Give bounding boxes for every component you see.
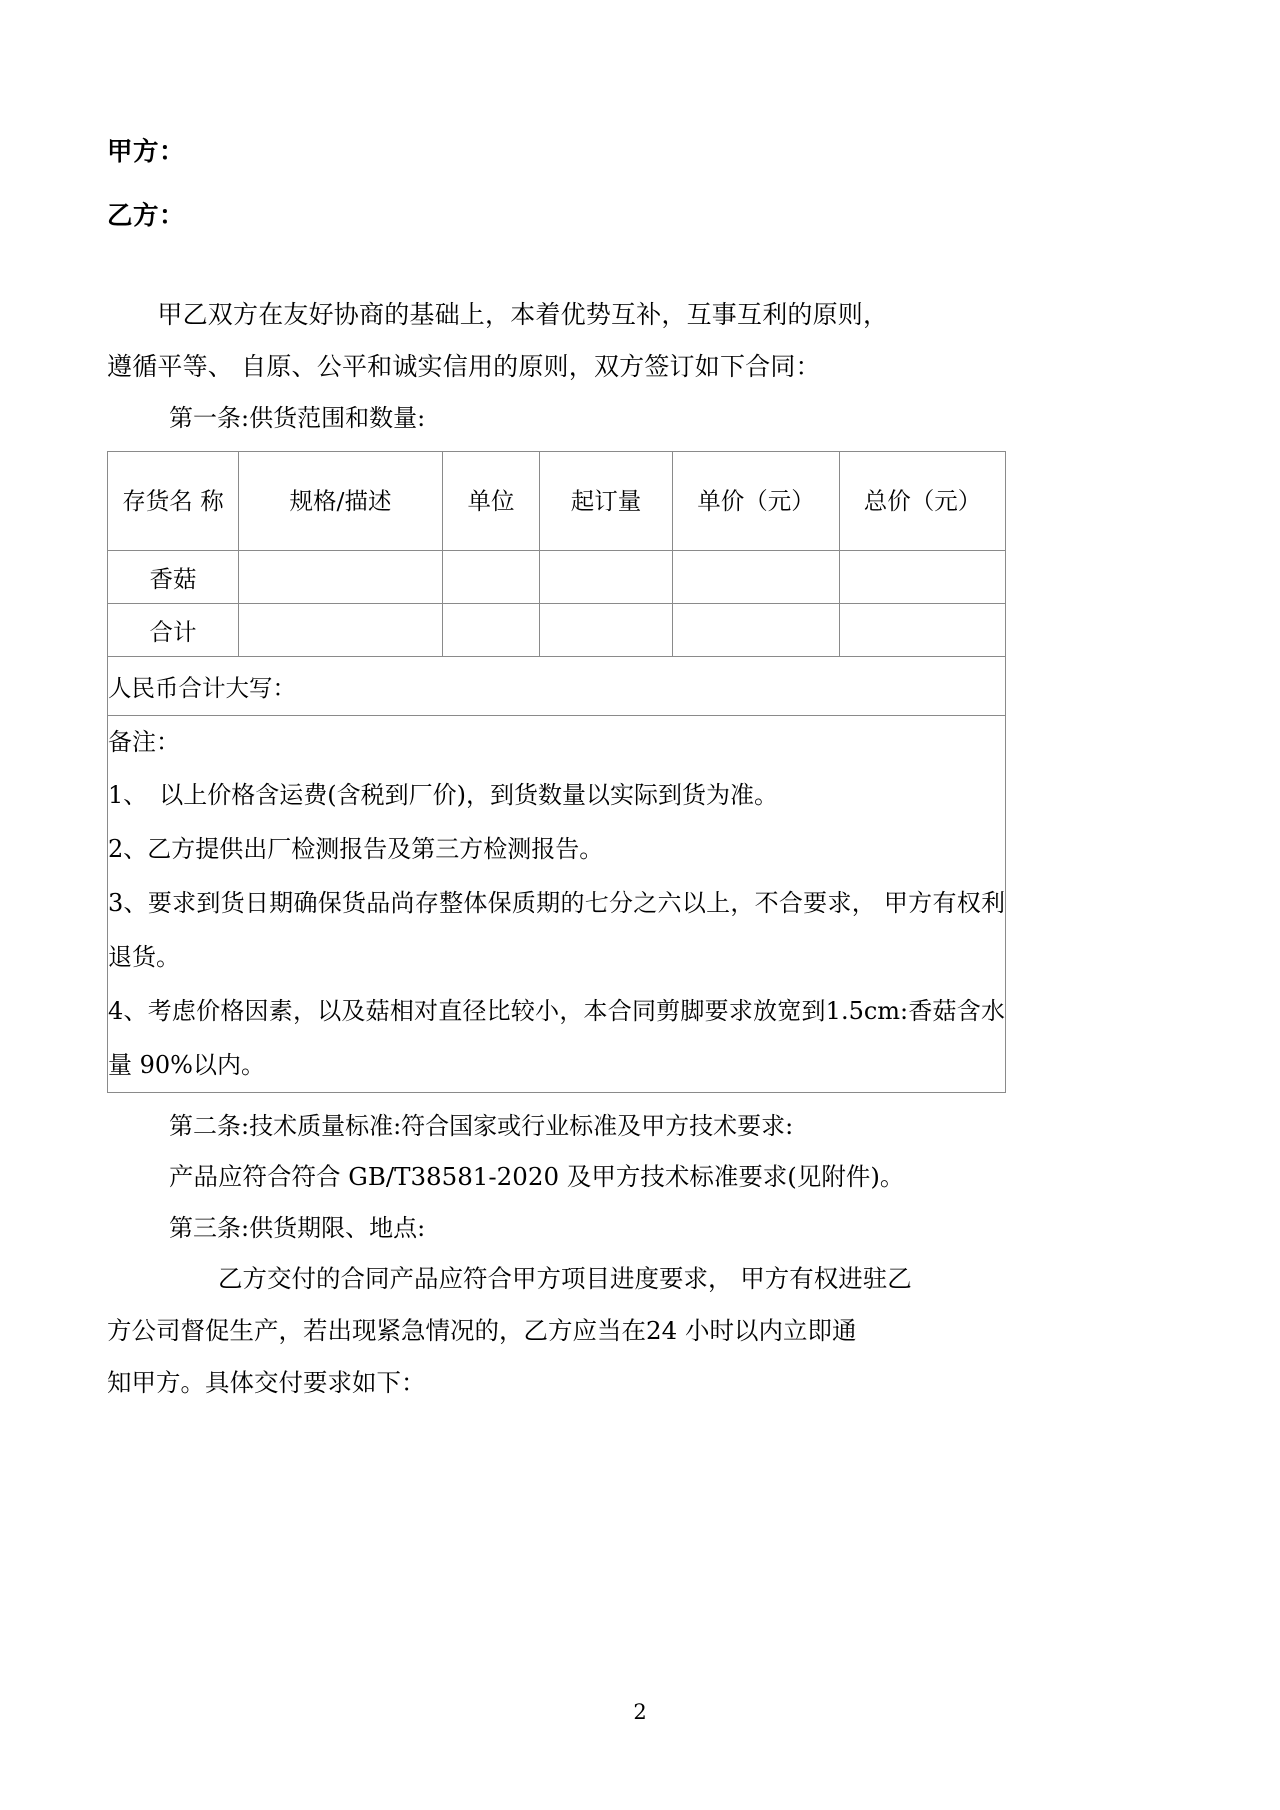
- goods-table: [107, 451, 1006, 1093]
- note-item: 2、乙方提供出厂检测报告及第三方检测报告。: [108, 835, 604, 863]
- party-a-label: 甲方：: [107, 137, 186, 167]
- clause-2-body: 产品应符合符合 GB/T38581-2020 及甲方技术标准要求(见附件)。: [169, 1162, 905, 1191]
- clause-2-heading: 第二条:技术质量标准:符合国家或行业标准及甲方技术要求:: [169, 1112, 794, 1140]
- column-header-total-price: 总价（元）: [840, 452, 1006, 551]
- column-header-unit-price: 单价（元）: [673, 452, 840, 551]
- table-header-row: [108, 452, 1006, 551]
- note-item: 1、 以上价格含运费(含税到厂价)，到货数量以实际到货为准。: [108, 781, 778, 809]
- cell-total-price[interactable]: [840, 551, 1006, 604]
- cell-total-price[interactable]: [840, 604, 1006, 657]
- column-header-unit: 单位: [443, 452, 540, 551]
- table-row: [108, 551, 1006, 604]
- clause-3-body-line-2: 方公司督促生产，若出现紧急情况的，乙方应当在24 小时以内立即通: [107, 1316, 857, 1345]
- cell-unit-price[interactable]: [673, 604, 840, 657]
- cell-spec[interactable]: [239, 551, 443, 604]
- table-row: [108, 604, 1006, 657]
- notes-row: [108, 716, 1006, 1093]
- party-b-label: 乙方：: [107, 200, 186, 231]
- cell-moq[interactable]: [540, 551, 673, 604]
- total-in-words-label[interactable]: 人民币合计大写：: [108, 657, 1006, 716]
- notes-label: 备注：: [108, 728, 180, 756]
- column-header-spec: 规格/描述: [239, 452, 443, 551]
- total-in-words-row: [108, 657, 1006, 716]
- cell-unit-price[interactable]: [673, 551, 840, 604]
- page-number: 2: [633, 1700, 647, 1724]
- clause-3-heading: 第三条:供货期限、地点:: [169, 1214, 426, 1242]
- column-header-item-name: 存货名 称: [108, 452, 239, 551]
- cell-item-name[interactable]: 合计: [108, 604, 239, 657]
- column-header-moq: 起订量: [540, 452, 673, 551]
- clause-3-body-line-3: 知甲方。具体交付要求如下：: [107, 1368, 426, 1397]
- preamble-line-2: 遵循平等、 自原、公平和诚实信用的原则，双方签订如下合同：: [107, 352, 821, 381]
- cell-item-name[interactable]: 香菇: [108, 551, 239, 604]
- note-item: 3、要求到货日期确保货品尚存整体保质期的七分之六以上，不合要求， 甲方有权利退货。: [108, 889, 1005, 971]
- notes-block: [108, 716, 1006, 1093]
- cell-unit[interactable]: [443, 604, 540, 657]
- document-body: [107, 118, 1007, 1409]
- spacer: [107, 1093, 1007, 1101]
- spacer: [107, 229, 1007, 289]
- cell-moq[interactable]: [540, 604, 673, 657]
- cell-spec[interactable]: [239, 604, 443, 657]
- preamble-line-1: 甲乙双方在友好协商的基础上，本着优势互补，互事互利的原则，: [107, 300, 889, 329]
- note-item: 4、考虑价格因素，以及菇相对直径比较小，本合同剪脚要求放宽到1.5cm:香菇含水量 90%以内。: [108, 997, 1005, 1079]
- clause-3-body-line-1: 乙方交付的合同产品应符合甲方项目进度要求， 甲方有权进驻乙: [169, 1264, 912, 1293]
- cell-unit[interactable]: [443, 551, 540, 604]
- clause-1-heading: 第一条:供货范围和数量:: [169, 404, 426, 432]
